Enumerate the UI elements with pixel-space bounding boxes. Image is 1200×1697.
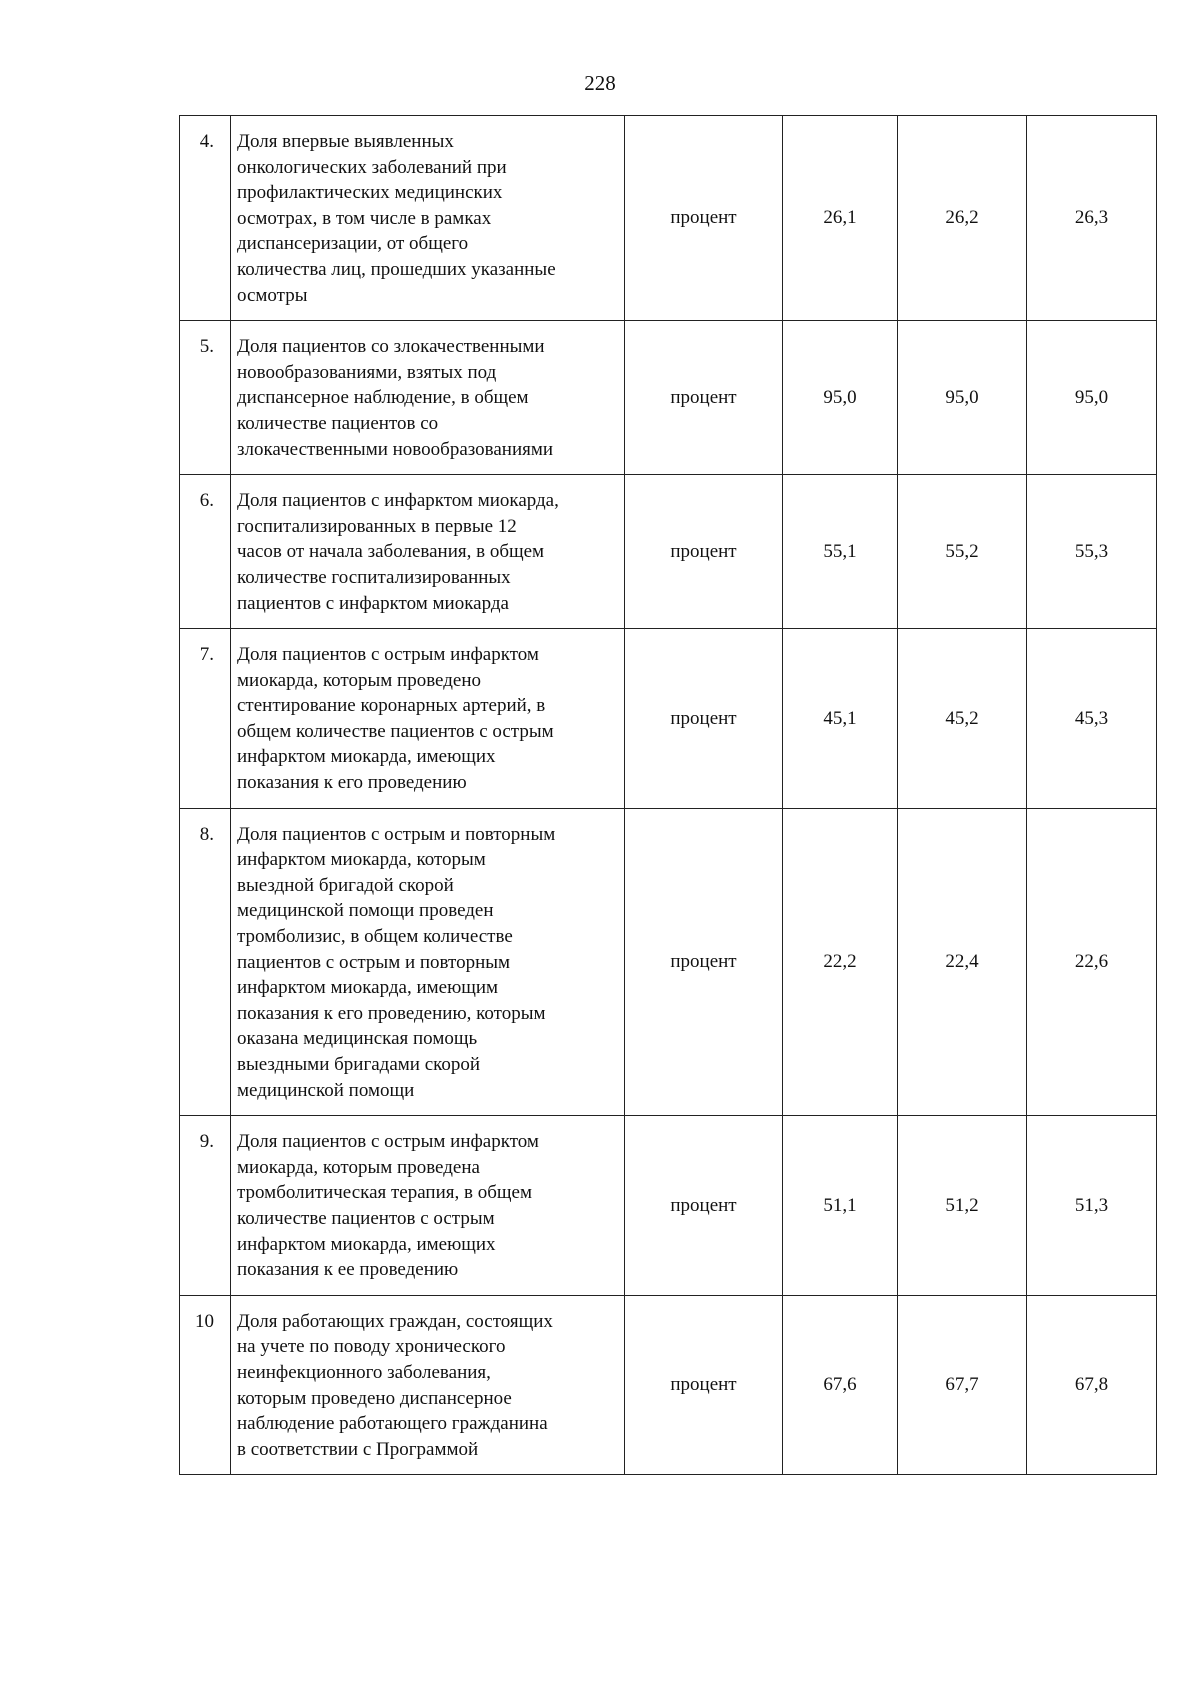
indicators-table-body	[180, 116, 1157, 1475]
table-row	[180, 808, 1157, 1116]
description-line: которым проведено диспансерное	[237, 1387, 512, 1409]
value-cell-1: 51,1	[783, 1116, 898, 1296]
description-line: количестве госпитализированных	[237, 566, 511, 588]
indicator-description	[231, 475, 625, 629]
row-number: 7.	[180, 629, 231, 809]
description-line: осмотрах, в том числе в рамках	[237, 207, 492, 229]
value-cell-2: 55,2	[898, 475, 1027, 629]
unit-cell: процент	[625, 116, 783, 321]
description-line: пациентов с острым и повторным	[237, 951, 511, 973]
description-line: новообразованиями, взятых под	[237, 361, 497, 383]
table-row	[180, 116, 1157, 321]
indicator-description	[231, 321, 625, 475]
description-line: миокарда, которым проведена	[237, 1156, 480, 1178]
value-cell-2: 95,0	[898, 321, 1027, 475]
description-line: количестве пациентов с острым	[237, 1207, 495, 1229]
description-line: госпитализированных в первые 12	[237, 515, 517, 537]
table-row	[180, 629, 1157, 809]
value-cell-3: 67,8	[1027, 1295, 1157, 1475]
description-line: инфарктом миокарда, имеющих	[237, 746, 496, 768]
description-line: общем количестве пациентов с острым	[237, 720, 554, 742]
value-cell-1: 67,6	[783, 1295, 898, 1475]
description-line: часов от начала заболевания, в общем	[237, 541, 545, 563]
description-line: инфарктом миокарда, имеющих	[237, 1233, 496, 1255]
description-line: Доля пациентов с острым инфарктом	[237, 644, 539, 666]
description-line: стентирование коронарных артерий, в	[237, 695, 546, 717]
row-number: 6.	[180, 475, 231, 629]
description-line: профилактических медицинских	[237, 182, 503, 204]
value-cell-2: 45,2	[898, 629, 1027, 809]
value-cell-2: 26,2	[898, 116, 1027, 321]
description-line: показания к его проведению	[237, 772, 467, 794]
description-line: инфарктом миокарда, которым	[237, 849, 486, 871]
description-line: Доля пациентов со злокачественными	[237, 336, 545, 358]
description-line: тромболитическая терапия, в общем	[237, 1182, 532, 1204]
value-cell-3: 51,3	[1027, 1116, 1157, 1296]
indicator-description	[231, 808, 625, 1116]
row-number: 8.	[180, 808, 231, 1116]
table-row	[180, 475, 1157, 629]
description-line: наблюдение работающего гражданина	[237, 1413, 548, 1435]
description-line: выездной бригадой скорой	[237, 874, 454, 896]
description-line: инфарктом миокарда, имеющим	[237, 977, 499, 999]
indicator-description	[231, 1295, 625, 1475]
value-cell-3: 26,3	[1027, 116, 1157, 321]
indicators-table	[179, 115, 1157, 1475]
row-number: 5.	[180, 321, 231, 475]
unit-cell: процент	[625, 1295, 783, 1475]
description-line: тромболизис, в общем количестве	[237, 926, 513, 948]
description-line: выездными бригадами скорой	[237, 1054, 481, 1075]
unit-cell: процент	[625, 808, 783, 1116]
value-cell-2: 67,7	[898, 1295, 1027, 1475]
description-line: в соответствии с Программой	[237, 1438, 479, 1460]
indicator-description	[231, 629, 625, 809]
description-line: диспансерное наблюдение, в общем	[237, 387, 529, 409]
unit-cell: процент	[625, 475, 783, 629]
description-line: Доля пациентов с острым инфарктом	[237, 1131, 539, 1153]
description-line: медицинской помощи проведен	[237, 900, 494, 922]
description-line: медицинской помощи	[237, 1079, 415, 1101]
table-row	[180, 321, 1157, 475]
description-line: миокарда, которым проведено	[237, 669, 482, 691]
indicator-description	[231, 1116, 625, 1296]
value-cell-1: 95,0	[783, 321, 898, 475]
row-number: 9.	[180, 1116, 231, 1296]
description-line: Доля пациентов с острым и повторным	[237, 823, 556, 845]
value-cell-3: 45,3	[1027, 629, 1157, 809]
value-cell-3: 22,6	[1027, 808, 1157, 1116]
value-cell-3: 95,0	[1027, 321, 1157, 475]
description-line: онкологических заболеваний при	[237, 156, 507, 178]
table-row	[180, 1295, 1157, 1475]
value-cell-1: 22,2	[783, 808, 898, 1116]
description-line: злокачественными новообразованиями	[237, 438, 554, 460]
description-line: показания к ее проведению	[237, 1259, 459, 1281]
page-number: 228	[584, 71, 616, 95]
unit-cell: процент	[625, 1116, 783, 1296]
description-line: пациентов с инфарктом миокарда	[237, 592, 509, 614]
indicator-description	[231, 116, 625, 321]
description-line: диспансеризации, от общего	[237, 233, 469, 255]
description-line: показания к его проведению, которым	[237, 1002, 546, 1024]
value-cell-1: 26,1	[783, 116, 898, 321]
description-line: осмотры	[237, 284, 308, 306]
description-line: Доля впервые выявленных	[237, 131, 454, 152]
row-number: 10	[180, 1295, 231, 1475]
description-line: количества лиц, прошедших указанные	[237, 258, 556, 280]
description-line: Доля работающих граждан, состоящих	[237, 1310, 553, 1332]
description-line: Доля пациентов с инфарктом миокарда,	[237, 490, 559, 512]
description-line: на учете по поводу хронического	[237, 1336, 506, 1358]
unit-cell: процент	[625, 321, 783, 475]
table-row	[180, 1116, 1157, 1296]
description-line: оказана медицинская помощь	[237, 1028, 478, 1050]
unit-cell: процент	[625, 629, 783, 809]
value-cell-2: 51,2	[898, 1116, 1027, 1296]
row-number: 4.	[180, 116, 231, 321]
value-cell-2: 22,4	[898, 808, 1027, 1116]
value-cell-1: 55,1	[783, 475, 898, 629]
description-line: неинфекционного заболевания,	[237, 1361, 491, 1383]
description-line: количестве пациентов со	[237, 412, 439, 434]
value-cell-1: 45,1	[783, 629, 898, 809]
value-cell-3: 55,3	[1027, 475, 1157, 629]
